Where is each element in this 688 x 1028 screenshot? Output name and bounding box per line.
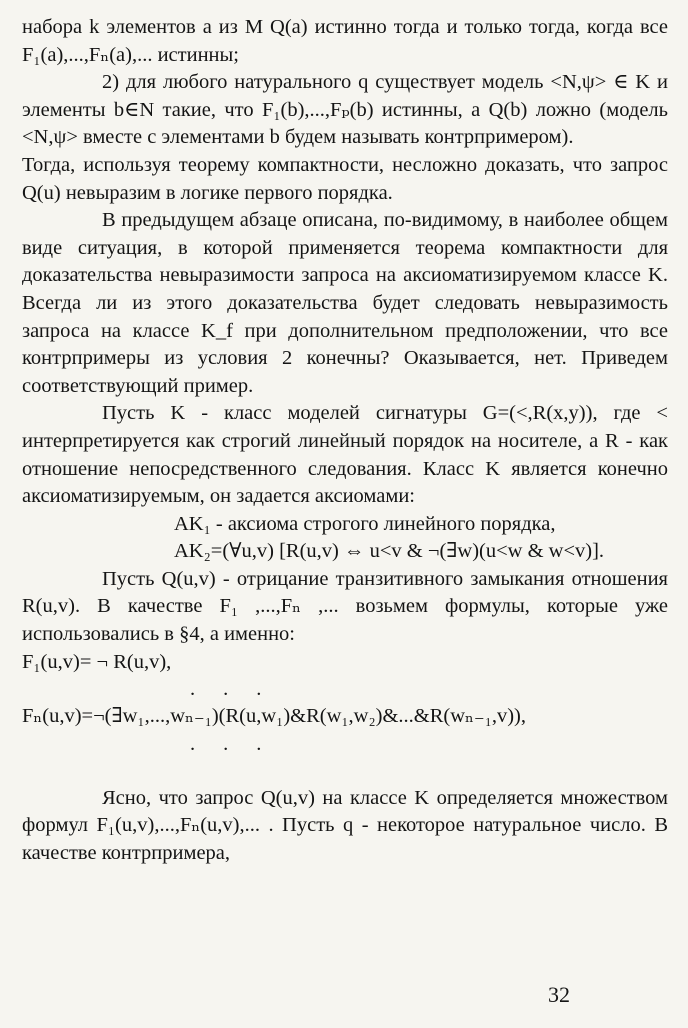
- formula-f1: F₁(u,v)= ¬ R(u,v),: [22, 650, 172, 673]
- axiom-ak2: AK₂=(∀u,v) [R(u,v) ⇔ u<v & ¬(∃w)(u<w & w<v)].: [174, 540, 605, 563]
- paragraph-continuation: набора k элементов a из M Q(a) истинно тогда и только тогда, когда все F₁(a),...,Fₙ(a),... истинны;: [22, 16, 668, 66]
- query-paragraph: Пусть Q(u,v) - отрицание транзитивного замыкания отношения R(u,v). В качестве F₁ ,...,Fₙ ,... возьмем формулы, которые уже использовались в §4, а именно:: [22, 567, 668, 646]
- axiom-ak1: AK₁ - аксиома строгого линейного порядка,: [174, 512, 556, 535]
- formula-fn: Fₙ(u,v)=¬(∃w₁,...,wₙ₋₁)(R(u,w₁)&R(w₁,w₂)&...&R(wₙ₋₁,v)),: [22, 705, 527, 728]
- conclusion-paragraph: Ясно, что запрос Q(u,v) на классе K определяется множеством формул F₁(u,v),...,Fₙ(u,v),... . Пусть q - некоторое натуральное число. В качестве контрпримера,: [22, 786, 668, 865]
- discussion-paragraph: В предыдущем абзаце описана, по-видимому, в наиболее общем виде ситуация, в которой применяется теорема компактности для доказательства невыразимости запроса на аксиоматизируемом классе K. Всегда ли из этого доказательства будет следовать невыразимость запроса на классе K_f при дополнительном предположении, что все контрпримеры из условия 2 конечны? Оказывается, нет. Приведем соответствующий пример.: [22, 209, 668, 397]
- ellipsis-dots: ...: [190, 678, 290, 701]
- page-number: 32: [548, 982, 570, 1007]
- condition-2-paragraph: 2) для любого натурального q существует модель <N,ψ> ∈ K и элементы b∈N такие, что F₁(b),...,Fₚ(b) истинны, а Q(b) ложно (модель <N,ψ> вместе с элементами b будем называть контрпримером).: [22, 71, 668, 149]
- example-paragraph: Пусть K - класс моделей сигнатуры G=(<,R(x,y)), где < интерпретируется как строгий линейный порядок на носителе, а R - как отношение непосредственного следования. Класс K является конечно аксиоматизируемым, он задается аксиомами:: [22, 402, 668, 508]
- compactness-paragraph: Тогда, используя теорему компактности, несложно доказать, что запрос Q(u) невыразим в логике первого порядка.: [22, 153, 668, 204]
- vertical-gap: [22, 758, 668, 785]
- page-body: [22, 14, 668, 868]
- ellipsis-dots: ...: [190, 732, 290, 755]
